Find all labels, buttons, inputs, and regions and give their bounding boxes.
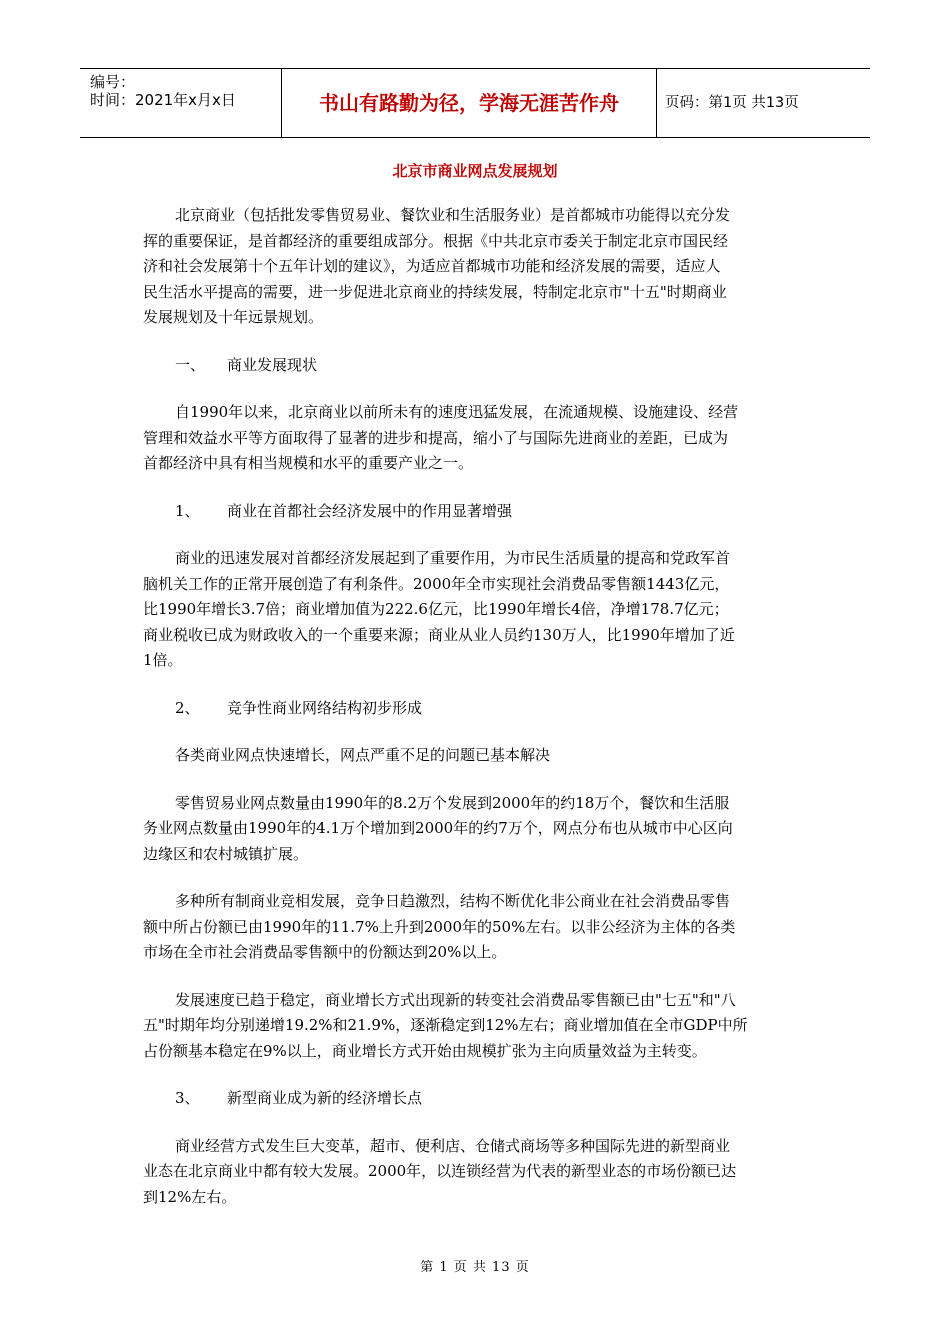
subsection-number: 1、 [175, 501, 200, 520]
document-date: 时间：2021年x月x日 [90, 91, 236, 109]
paragraph: 北京商业（包括批发零售贸易业、餐饮业和生活服务业）是首都城市功能得以充分发 挥的重要保证，是首都经济的重要组成部分。根据《中共北京市委关于制定北京市国民经 济和社会发展第十个五年计划的建议》，为适应首都城市功能和经济发展的需要，适应人 民生活水平提高的需要，进一步促进北京商业的持续发展，特制定北京市"十五"时期商业 发展规划及十年远景规划。 [143, 206, 731, 326]
subsection-heading [143, 1086, 806, 1112]
subsection-number: 3、 [175, 1089, 200, 1107]
paragraph: 各类商业网点快速增长，网点严重不足的问题已基本解决 [175, 746, 551, 764]
paragraph: 自1990年以来，北京商业以前所未有的速度迅猛发展，在流通规模、设施建设、经营 管理和效益水平等方面取得了显著的进步和提高，缩小了与国际先进商业的差距，已成为 首都经济中具有相当规模和水平的重要产业之一。 [143, 403, 739, 472]
section-title: 商业发展现状 [227, 355, 318, 374]
header-motto: 书山有路勤为径，学海无涯苦作舟 [282, 69, 657, 137]
section-heading [143, 353, 806, 379]
subsection-title: 商业在首都社会经济发展中的作用显著增强 [227, 501, 513, 520]
subsection-number: 2、 [175, 698, 200, 717]
paragraph: 发展速度已趋于稳定，商业增长方式出现新的转变社会消费品零售额已由"七五"和"八 五"时期年均分别递增19.2%和21.9%，逐渐稳定到12%左右；商业增加值在全市GDP中所 占份额基本稳定在9%以上，商业增长方式开始由规模扩张为主向质量效益为主转变。 [143, 990, 748, 1060]
page-header [80, 68, 870, 138]
document-title: 北京市商业网点发展规划 [392, 162, 558, 180]
paragraph: 零售贸易业网点数量由1990年的8.2万个发展到2000年的约18万个，餐饮和生活服 务业网点数量由1990年的4.1万个增加到2000年的约7万个，网点分布也从城市中心区向 边缘区和农村城镇扩展。 [143, 793, 733, 863]
subsection-title: 竞争性商业网络结构初步形成 [227, 698, 423, 717]
header-page-info: 页码：第1页 共13页 [665, 95, 799, 111]
paragraph: 商业经营方式发生巨大变革，超市、便利店、仓储式商场等多种国际先进的新型商业 业态在北京商业中都有较大发展。2000年，以连锁经营为代表的新型业态的市场份额已达 到12%左右。 [143, 1136, 737, 1206]
section-number: 一、 [175, 355, 206, 374]
subsection-heading [143, 499, 806, 525]
paragraph: 商业的迅速发展对首都经济发展起到了重要作用，为市民生活质量的提高和党政军首 脑机关工作的正常开展创造了有利条件。2000年全市实现社会消费品零售额1443亿元， 比1990年增长3.7倍；商业增加值为222.6亿元，比1990年增长4倍，净增178.7亿元； 商业税收已成为财政收入的一个重要来源；商业从业人员约130万人，比1990年增加了近 1倍。 [143, 549, 735, 669]
subsection-heading [143, 696, 806, 722]
header-meta [80, 69, 282, 137]
paragraph: 多种所有制商业竞相发展，竞争日趋激烈，结构不断优化非公商业在社会消费品零售 额中所占份额已由1990年的11.7%上升到2000年的50%左右。以非公经济为主体的各类 市场在全市社会消费品零售额中的份额达到20%以上。 [143, 892, 736, 961]
document-body [143, 203, 806, 1232]
page-footer: 第 1 页 共 13 页 [420, 1260, 530, 1275]
subsection-title: 新型商业成为新的经济增长点 [227, 1089, 423, 1107]
document-number-label: 编号： [90, 73, 136, 91]
